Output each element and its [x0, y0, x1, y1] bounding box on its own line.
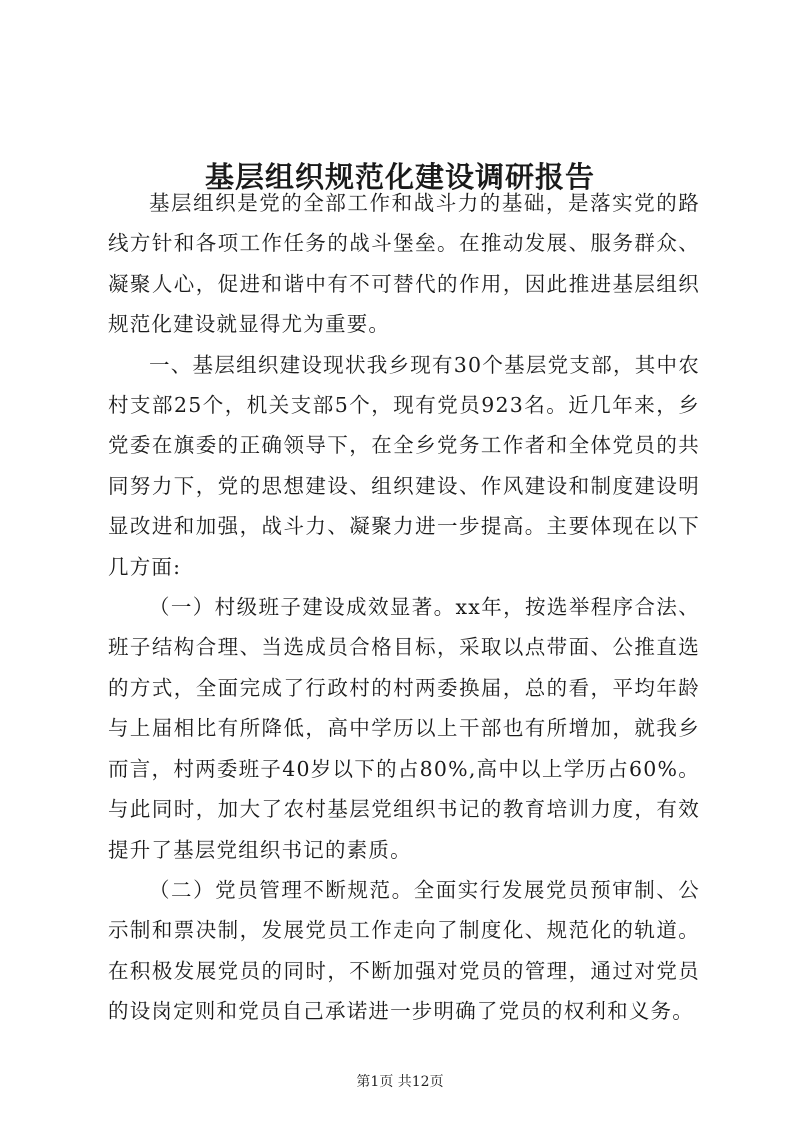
document-title: 基层组织规范化建设调研报告	[204, 160, 595, 195]
paragraph-subsection-2: （二）党员管理不断规范。全面实行发展党员预审制、公示制和票决制，发展党员工作走向了制度化、规范化的轨道。在积极发展党员的同时，不断加强对党员的管理，通过对党员的设岗定则和党员自己承诺进一步明确了党员的权利和义务。	[108, 877, 700, 1024]
paragraph-intro: 基层组织是党的全部工作和战斗力的基础，是落实党的路线方针和各项工作任务的战斗堡垒。在推动发展、服务群众、凝聚人心，促进和谐中有不可替代的作用，因此推进基层组织规范化建设就显得尤为重要。	[108, 191, 700, 337]
paragraph-section-1: 一、基层组织建设现状我乡现有30个基层党支部，其中农村支部25个，机关支部5个，现有党员923名。近几年来，乡党委在旗委的正确领导下，在全乡党务工作者和全体党员的共同努力下，党的思想建设、组织建设、作风建设和制度建设明显改进和加强，战斗力、凝聚力进一步提高。主要体现在以下几方面:	[108, 352, 700, 579]
document-body	[108, 183, 700, 1032]
page-number-footer: 第1页 共12页	[356, 1074, 444, 1090]
paragraph-subsection-1: （一）村级班子建设成效显著。xx年，按选举程序合法、班子结构合理、当选成员合格目标，采取以点带面、公推直选的方式，全面完成了行政村的村两委换届，总的看，平均年龄与上届相比有所降低，高中学历以上干部也有所增加，就我乡而言，村两委班子40岁以下的占80%,高中以上学历占60%。与此同时，加大了农村基层党组织书记的教育培训力度，有效提升了基层党组织书记的素质。	[108, 595, 700, 862]
